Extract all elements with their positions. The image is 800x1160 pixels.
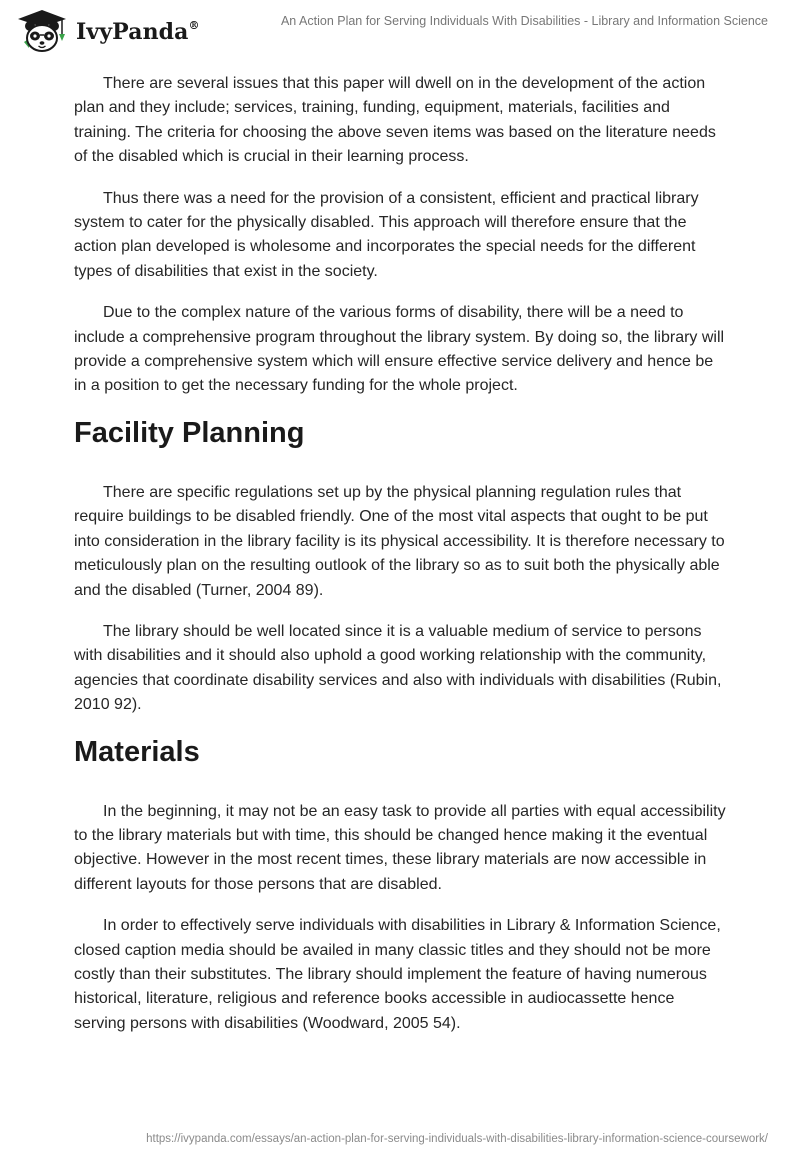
paragraph: Due to the complex nature of the various forms of disability, there will be a need to include a comprehensive program throughout the library system. By doing so, the library will provide a comprehensive system which will ensure effective service delivery and hence be in a position to get the necessary funding for the whole project. <box>74 304 725 395</box>
paragraph: In the beginning, it may not be an easy task to provide all parties with equal accessibility to the library materials but with time, this should be changed hence making it the eventual objective. However in the most recent times, these library materials are now accessible in different layouts for those persons that are disabled. <box>74 802 726 893</box>
article-body <box>74 72 726 1053</box>
paragraph: There are several issues that this paper will dwell on in the development of the action plan and they include; services, training, funding, equipment, materials, facilities and training. The criteria for choosing the above seven items was based on the literature needs of the disabled which is crucial in their learning process. <box>74 75 716 166</box>
section-heading-facility-planning: Facility Planning <box>74 416 305 449</box>
section-heading-materials: Materials <box>74 735 200 768</box>
brand-name: IvyPanda® <box>76 18 200 45</box>
paragraph: In order to effectively serve individuals with disabilities in Library & Information Science, closed caption media should be availed in many classic titles and they should not be more costly than their substitutes. The library should implement the feature of having numerous historical, literature, religious and reference books accessible in audiocassette hence serving persons with disabilities (Woodward, 2005 54). <box>74 917 721 1032</box>
ivypanda-logo[interactable] <box>14 8 200 56</box>
paragraph: There are specific regulations set up by the physical planning regulation rules that require buildings to be disabled friendly. One of the most vital aspects that ought to be put into consideration in the library facility is its physical accessibility. It is therefore necessary to meticulously plan on the resulting outlook of the library so as to suit both the physically able and the disabled (Turner, 2004 89). <box>74 483 725 599</box>
page-header <box>0 0 800 60</box>
document-title: An Action Plan for Serving Individuals With Disabilities - Library and Information Science <box>280 14 768 28</box>
panda-graduate-icon <box>14 8 70 56</box>
paragraph: Thus there was a need for the provision of a consistent, efficient and practical library system to cater for the physically disabled. This approach will therefore ensure that the action plan developed is wholesome and incorporates the special needs for the different types of disabilities that exist in the society. <box>74 189 699 280</box>
source-url[interactable]: https://ivypanda.com/essays/an-action-plan-for-serving-individuals-with-disabilities-library-information-science-coursework/ <box>146 1133 768 1145</box>
paragraph: The library should be well located since it is a valuable medium of service to persons with disabilities and it should also uphold a good working relationship with the community, agencies that coordinate disability services and also with individuals with disabilities (Rubin, 2010 92). <box>74 622 722 714</box>
